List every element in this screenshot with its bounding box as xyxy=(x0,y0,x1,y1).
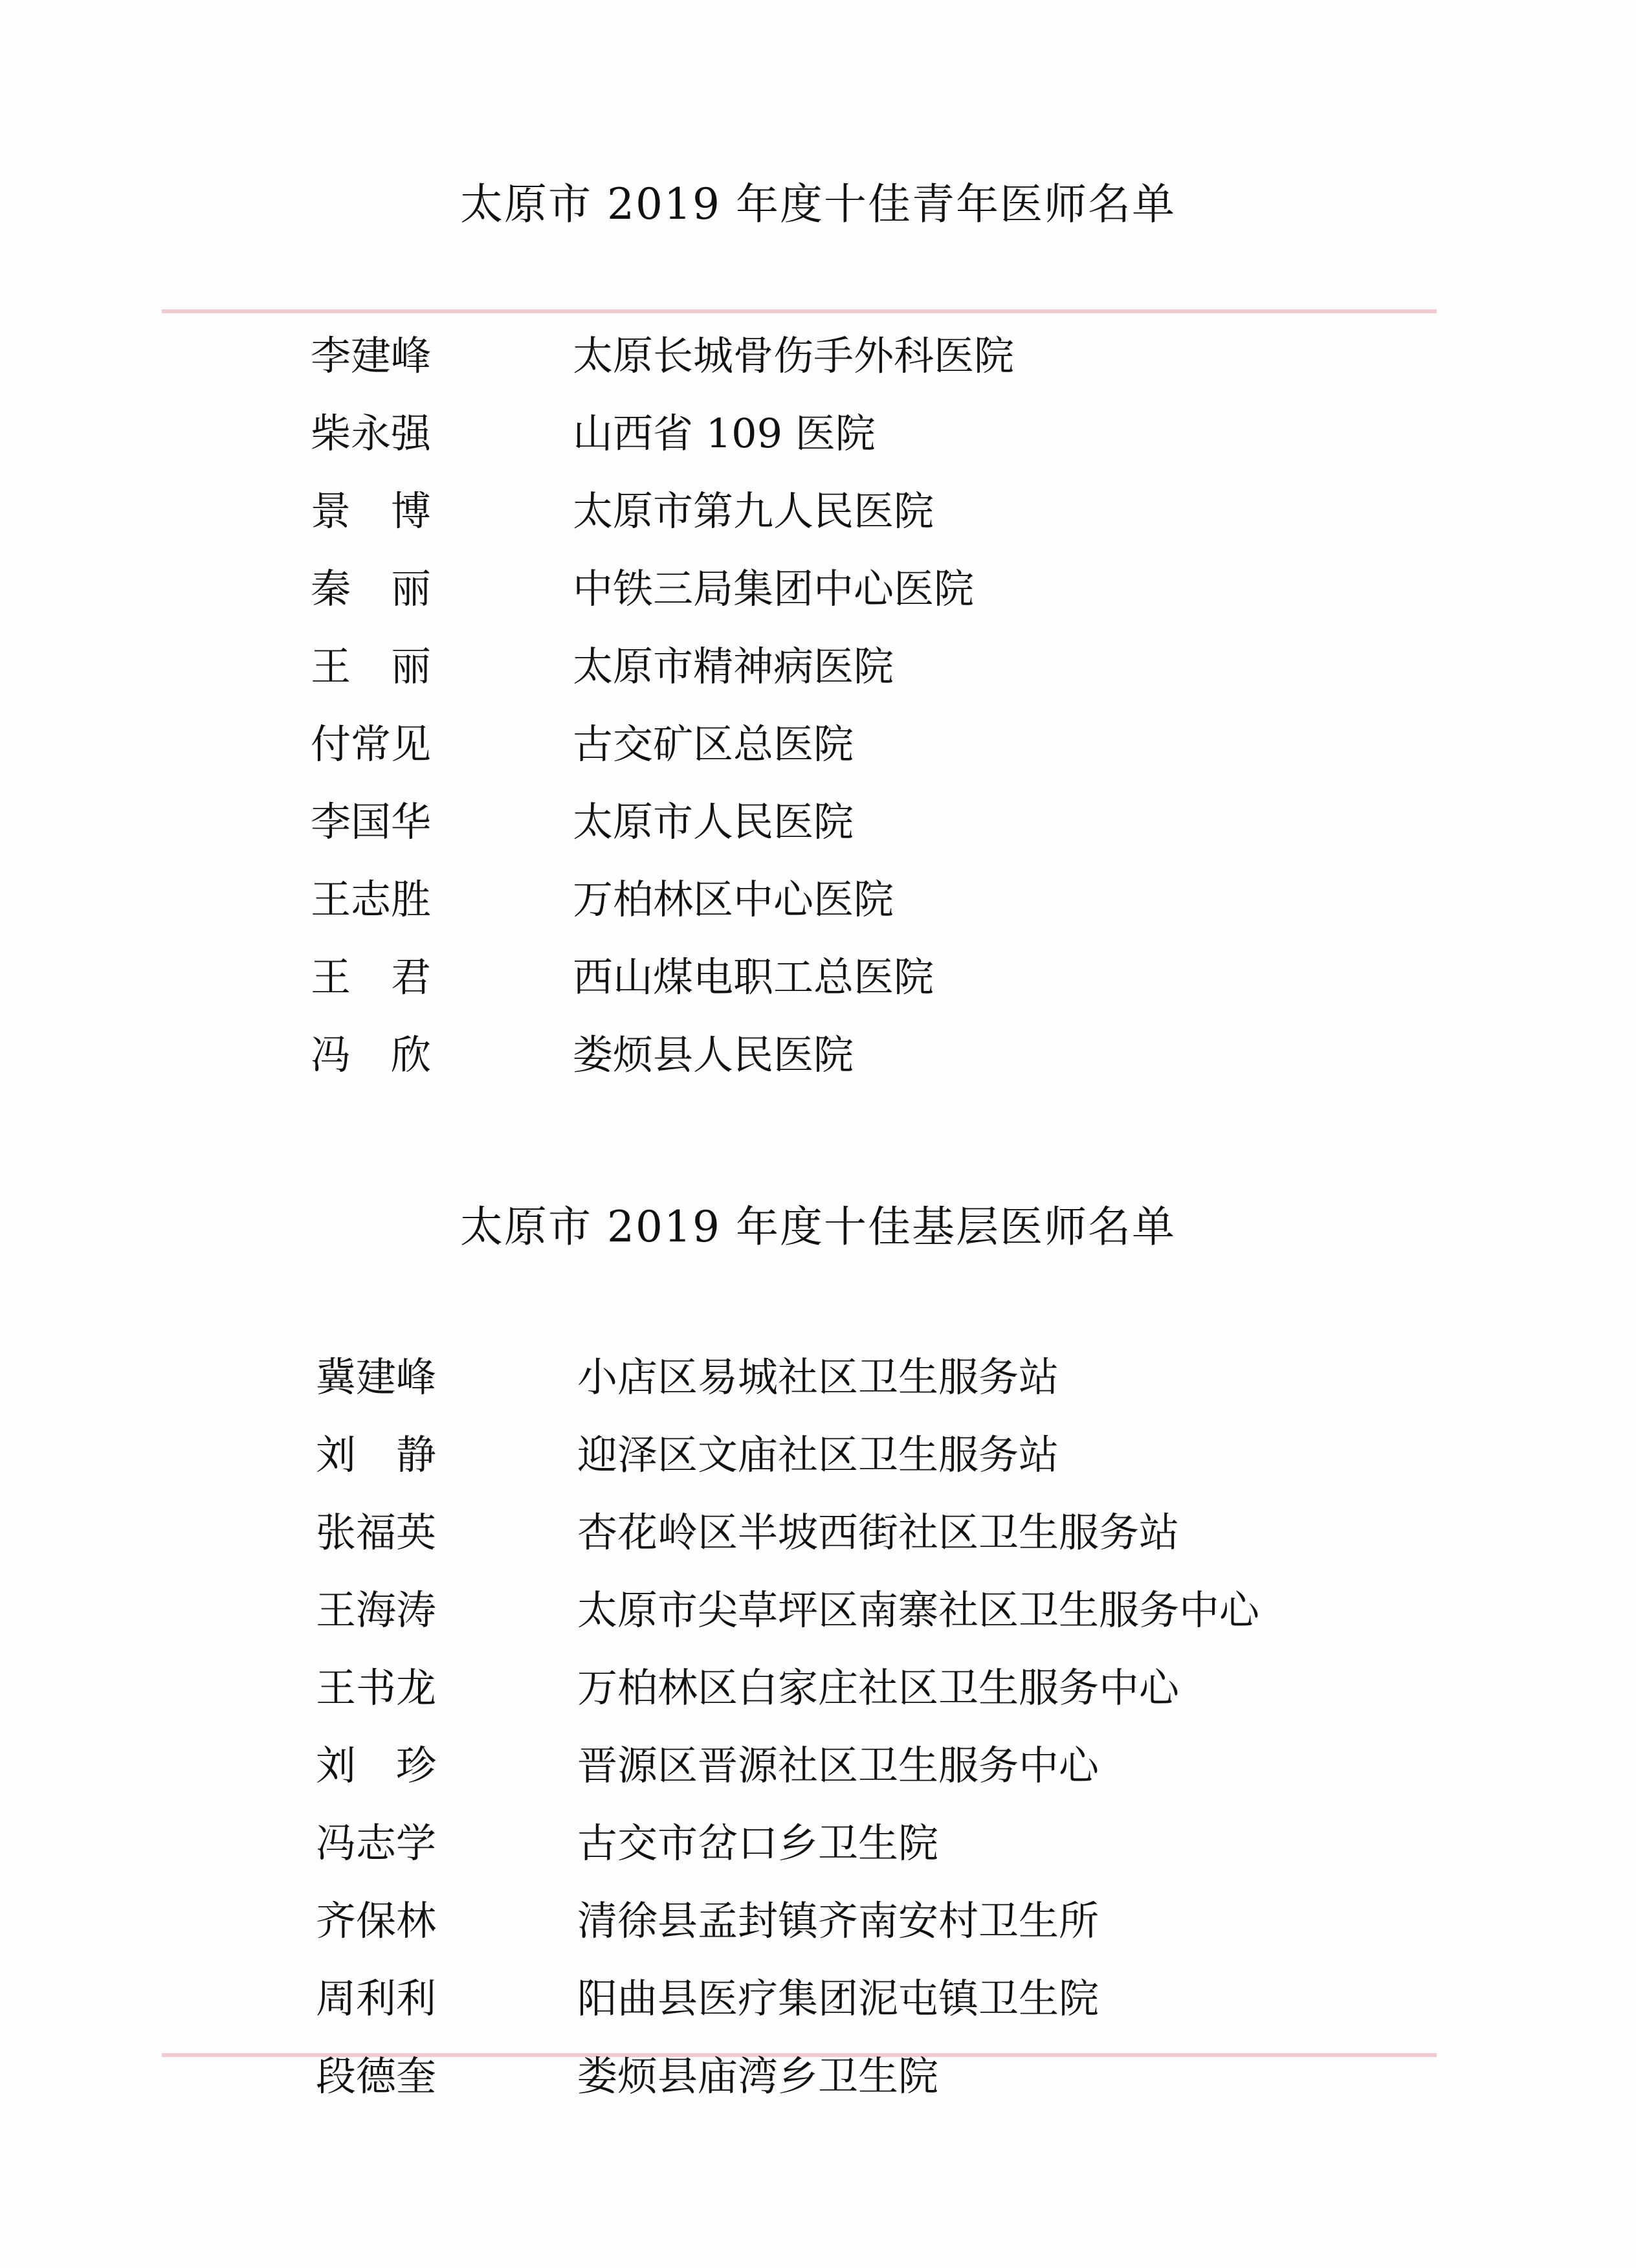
hospital-name: 西山煤电职工总医院 xyxy=(573,953,934,1001)
hospital-name: 古交矿区总医院 xyxy=(573,720,854,768)
list-item xyxy=(0,1970,1636,2028)
hospital-name: 中铁三局集团中心医院 xyxy=(573,565,975,612)
doctor-name: 段德奎 xyxy=(316,2052,437,2100)
doctor-name: 李建峰 xyxy=(311,332,432,379)
list-item xyxy=(0,2047,1636,2106)
list-item xyxy=(0,1892,1636,1950)
clinic-name: 万柏林区白家庄社区卫生服务中心 xyxy=(577,1664,1180,1711)
doctor-name: 秦 丽 xyxy=(311,565,432,612)
doctor-name: 付常见 xyxy=(311,720,432,768)
doctor-name: 冀建峰 xyxy=(316,1353,437,1401)
list-item xyxy=(0,1814,1636,1873)
doctor-name: 周利利 xyxy=(316,1975,437,2022)
doctor-name: 冯志学 xyxy=(316,1819,437,1867)
list-item xyxy=(0,1581,1636,1640)
hospital-name: 太原市精神病医院 xyxy=(573,643,894,690)
list-item xyxy=(0,871,1636,929)
doctor-name: 王 丽 xyxy=(311,643,432,690)
list-item xyxy=(0,948,1636,1006)
clinic-name: 迎泽区文庙社区卫生服务站 xyxy=(577,1431,1059,1478)
doctor-name: 王 君 xyxy=(311,953,432,1001)
doctor-name: 刘 珍 xyxy=(316,1742,437,1789)
doctor-name: 冯 欣 xyxy=(311,1031,432,1078)
list-item xyxy=(0,793,1636,851)
doctor-name: 景 博 xyxy=(311,487,432,535)
hospital-name: 娄烦县人民医院 xyxy=(573,1031,854,1078)
clinic-name: 太原市尖草坪区南寨社区卫生服务中心 xyxy=(577,1586,1260,1634)
list-item xyxy=(0,327,1636,385)
list-item xyxy=(0,1026,1636,1084)
bleed-through-rule xyxy=(162,309,1437,313)
doctor-name: 王海涛 xyxy=(316,1586,437,1634)
hospital-name: 太原长城骨伤手外科医院 xyxy=(573,332,1015,379)
list-item xyxy=(0,405,1636,463)
doctor-name: 李国华 xyxy=(311,798,432,845)
clinic-name: 小店区易城社区卫生服务站 xyxy=(577,1353,1059,1401)
list-item xyxy=(0,1737,1636,1795)
clinic-name: 古交市岔口乡卫生院 xyxy=(577,1819,939,1867)
clinic-name: 晋源区晋源社区卫生服务中心 xyxy=(577,1742,1100,1789)
hospital-name: 太原市第九人民医院 xyxy=(573,487,934,535)
section-title-young-doctors: 太原市 2019 年度十佳青年医师名单 xyxy=(460,179,1176,229)
doctor-name: 张福英 xyxy=(316,1509,437,1556)
hospital-name: 太原市人民医院 xyxy=(573,798,854,845)
clinic-name: 清徐县孟封镇齐南安村卫生所 xyxy=(577,1897,1100,1944)
doctor-name: 柴永强 xyxy=(311,410,432,457)
list-item xyxy=(0,638,1636,696)
list-item xyxy=(0,715,1636,773)
hospital-name: 山西省 109 医院 xyxy=(573,410,876,457)
section-title-grassroots-doctors: 太原市 2019 年度十佳基层医师名单 xyxy=(460,1202,1176,1252)
doctor-name: 齐保林 xyxy=(316,1897,437,1944)
list-item xyxy=(0,482,1636,540)
clinic-name: 阳曲县医疗集团泥屯镇卫生院 xyxy=(577,1975,1100,2022)
doctor-name: 王书龙 xyxy=(316,1664,437,1711)
clinic-name: 娄烦县庙湾乡卫生院 xyxy=(577,2052,939,2100)
doctor-name: 王志胜 xyxy=(311,876,432,923)
list-item xyxy=(0,1348,1636,1406)
list-item xyxy=(0,1504,1636,1562)
hospital-name: 万柏林区中心医院 xyxy=(573,876,894,923)
clinic-name: 杏花岭区半坡西街社区卫生服务站 xyxy=(577,1509,1180,1556)
list-item xyxy=(0,1426,1636,1484)
doctor-name: 刘 静 xyxy=(316,1431,437,1478)
list-item xyxy=(0,560,1636,618)
list-item xyxy=(0,1659,1636,1717)
